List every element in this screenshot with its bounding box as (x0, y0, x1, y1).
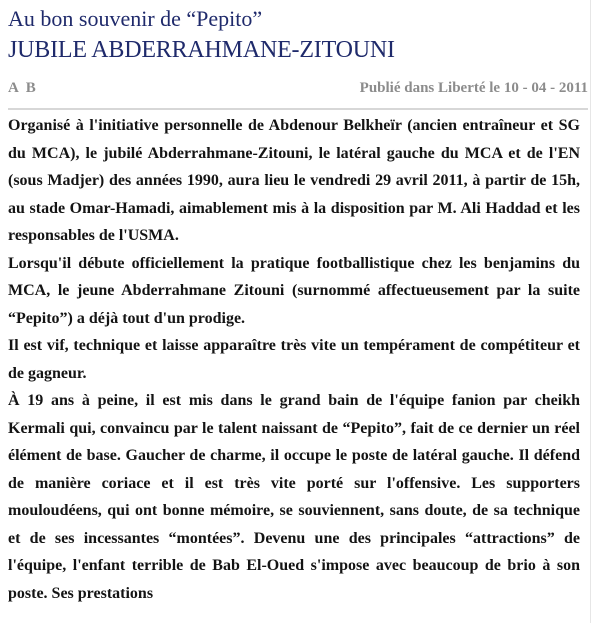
publication-info: Publié dans Liberté le 10 - 04 - 2011 (359, 80, 588, 96)
paragraph: Organisé à l'initiative personnelle de Abdenour Belkheïr (ancien entraîneur et SG du MCA), le jubilé Abderrahmane-Zitouni, le latéral gauche du MCA et de l'EN (sous Madjer) des années 1990, aura lieu le vendredi 29 avril 2011, à partir de 15h, au stade Omar-Hamadi, aimablement mis à la disposition par M. Ali Haddad et les responsables de l'USMA. (8, 117, 580, 244)
paragraph: Il est vif, technique et laisse apparaître très vite un tempérament de compétiteur et de gagneur. (8, 337, 580, 382)
paragraph: Lorsqu'il débute officiellement la pratique footballistique chez les benjamins du MCA, le jeune Abderrahmane Zitouni (surnommé affectueusement par la suite “Pepito”) a déjà tout d'un prodige. (8, 254, 580, 327)
divider (8, 108, 588, 110)
author-initials: A B (8, 80, 38, 96)
article-body (8, 112, 580, 607)
paragraph: À 19 ans à peine, il est mis dans le grand bain de l'équipe fanion par cheikh Kermali qui, convaincu par le talent naissant de “Pepito”, fait de ce dernier un réel élément de base. Gaucher de charme, il occupe le poste de latéral gauche. Il défend de manière coriace et il est très vite porté sur l'offensive. Les supporters mouloudéens, qui ont bonne mémoire, se souviennent, sans doute, de sa technique et de ses incessantes “montées”. Devenu une des principales “attractions” de l'équipe, l'enfant terrible de Bab El-Oued s'impose avec beaucoup de brio à son poste. Ses prestations (8, 392, 580, 602)
article-meta (8, 80, 588, 102)
article-kicker: Au bon souvenir de “Pepito” (8, 6, 263, 31)
scrollbar-track[interactable] (590, 0, 609, 623)
article-headline: JUBILE ABDERRAHMANE-ZITOUNI (8, 37, 395, 63)
